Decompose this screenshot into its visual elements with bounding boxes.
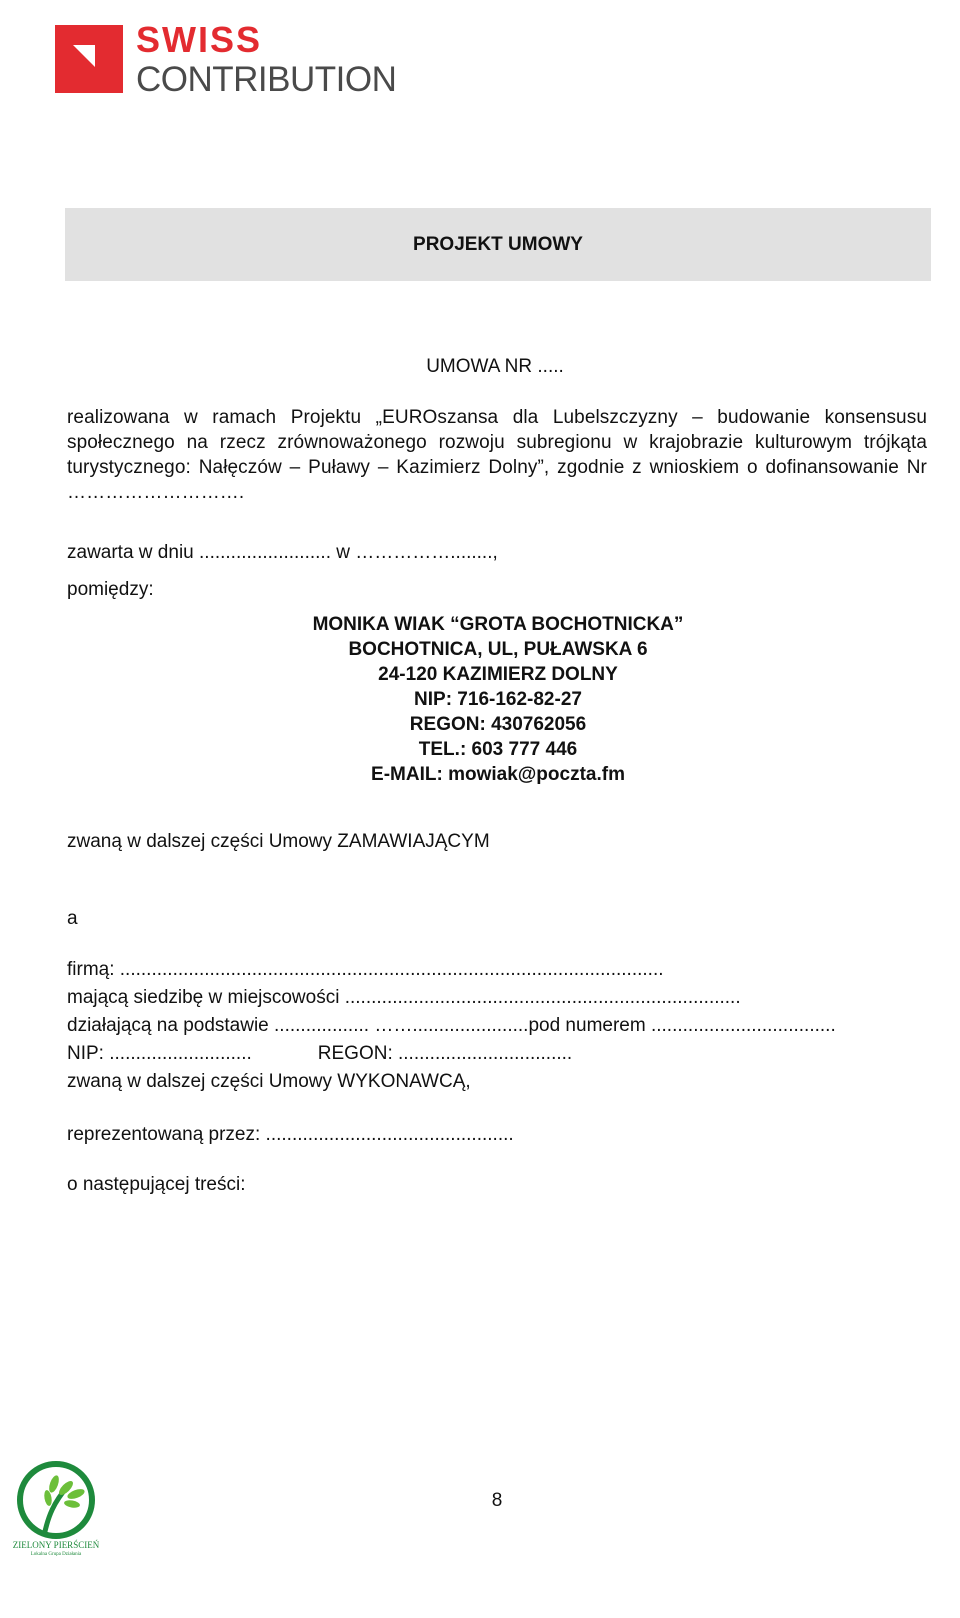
contractor-basis-field: działającą na podstawie .................. ……......................pod numerem ................................... xyxy=(67,1015,836,1036)
swiss-contribution-logo xyxy=(52,20,397,102)
contractor-seat-field: mającą siedzibę w miejscowości ........................................................................... xyxy=(67,987,741,1008)
party-regon: REGON: 430762056 xyxy=(409,714,587,735)
document-title: PROJEKT UMOWY xyxy=(413,233,583,255)
intro-paragraph: realizowana w ramach Projektu „EUROszansa dla Lubelszczyzny – budowanie konsensusu społecznego na rzecz zrównoważonego rozwoju subregionu w krajobrazie kulturowym trójkąta turystycznego: Nałęczów – Puławy – Kazimierz Dolny”, zgodnie z wnioskiem o dofinansowanie Nr ………………………. xyxy=(67,407,927,503)
party-nip: NIP: 716-162-82-27 xyxy=(414,689,582,710)
page-number: 8 xyxy=(491,1490,503,1511)
contract-number: UMOWA NR ..... xyxy=(426,356,564,377)
footer-logo-name: ZIELONY PIERŚCIEŃ xyxy=(12,1540,100,1550)
party-address-city: 24-120 KAZIMIERZ DOLNY xyxy=(378,664,618,685)
swiss-logo-mark-icon xyxy=(55,25,123,93)
logo-text-contribution: CONTRIBUTION xyxy=(136,60,397,99)
contractor-ids-row xyxy=(67,1041,572,1066)
party-name: MONIKA WIAK “GROTA BOCHOTNICKA” xyxy=(312,614,684,635)
concluded-line: zawarta w dniu ......................... w ……………........, xyxy=(67,542,498,563)
content-intro: o następującej treści: xyxy=(67,1174,246,1195)
contractor-role: zwaną w dalszej części Umowy WYKONAWCĄ, xyxy=(67,1071,471,1092)
conjunction: a xyxy=(67,908,78,929)
contractor-regon-field: REGON: ................................. xyxy=(317,1043,573,1064)
ordering-party-role: zwaną w dalszej części Umowy ZAMAWIAJĄCYM xyxy=(67,831,490,852)
party-email: E-MAIL: mowiak@poczta.fm xyxy=(371,764,625,785)
between-label: pomiędzy: xyxy=(67,579,154,600)
ordering-party-block xyxy=(65,612,931,787)
leaf-emblem-icon xyxy=(4,1458,108,1542)
contractor-nip-field: NIP: ........................... xyxy=(67,1043,252,1064)
contractor-firm-field: firmą: ....................................................................................................... xyxy=(67,959,664,980)
title-banner xyxy=(65,208,931,281)
zielony-pierscien-logo xyxy=(4,1458,108,1568)
party-phone: TEL.: 603 777 446 xyxy=(418,739,578,760)
party-address-street: BOCHOTNICA, UL, PUŁAWSKA 6 xyxy=(348,639,648,660)
logo-text-swiss: SWISS xyxy=(136,19,263,60)
contractor-represented-field: reprezentowaną przez: ............................................... xyxy=(67,1124,514,1145)
footer-logo-tagline: Lokalna Grupa Działania xyxy=(30,1552,82,1557)
